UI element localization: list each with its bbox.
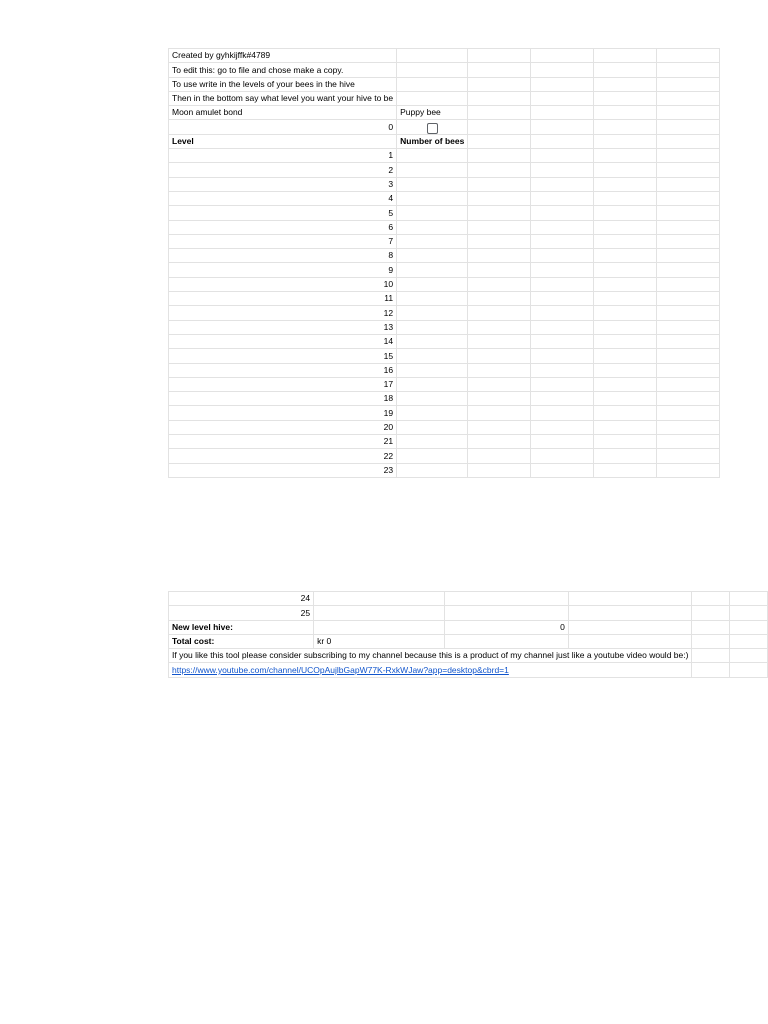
- cell[interactable]: [594, 77, 657, 91]
- cell[interactable]: [594, 177, 657, 191]
- cell[interactable]: [531, 306, 594, 320]
- bee-count-input[interactable]: [397, 392, 468, 406]
- level-number: 12: [169, 306, 397, 320]
- header-row: [169, 49, 720, 63]
- level-number: 16: [169, 363, 397, 377]
- subscribe-message-row: [169, 649, 768, 663]
- table-row: [169, 392, 720, 406]
- cell[interactable]: [657, 149, 720, 163]
- cell[interactable]: [397, 63, 468, 77]
- cell[interactable]: [531, 263, 594, 277]
- bee-count-input[interactable]: [397, 463, 468, 477]
- cell[interactable]: [445, 606, 569, 620]
- cell[interactable]: [657, 277, 720, 291]
- cell[interactable]: [531, 49, 594, 63]
- table-row: [169, 234, 720, 248]
- cell[interactable]: [531, 420, 594, 434]
- table-row: [169, 163, 720, 177]
- cell[interactable]: [531, 234, 594, 248]
- cell[interactable]: [468, 277, 531, 291]
- cell[interactable]: [594, 363, 657, 377]
- table-row: [169, 292, 720, 306]
- table-row: [169, 606, 768, 620]
- cell[interactable]: [594, 320, 657, 334]
- cell[interactable]: [531, 334, 594, 348]
- cell[interactable]: [531, 377, 594, 391]
- bee-count-input[interactable]: [397, 449, 468, 463]
- channel-link[interactable]: https://www.youtube.com/channel/UCOpAujlbGapW77K-RxkWJaw?app=desktop&cbrd=1: [172, 664, 509, 675]
- bee-count-input[interactable]: [397, 277, 468, 291]
- table-row: [169, 177, 720, 191]
- cell[interactable]: [657, 463, 720, 477]
- cell[interactable]: [730, 634, 768, 648]
- bee-count-input[interactable]: [397, 349, 468, 363]
- bee-count-input[interactable]: [397, 249, 468, 263]
- cell[interactable]: [468, 249, 531, 263]
- cell[interactable]: [657, 63, 720, 77]
- table-row: [169, 206, 720, 220]
- cell[interactable]: [531, 463, 594, 477]
- bee-count-input[interactable]: [397, 234, 468, 248]
- cell[interactable]: [445, 634, 569, 648]
- cell[interactable]: [657, 91, 720, 105]
- cell[interactable]: [730, 620, 768, 634]
- cell[interactable]: [657, 163, 720, 177]
- cell[interactable]: [397, 49, 468, 63]
- usage-instructions-text: To use write in the levels of your bees in the hive: [169, 77, 397, 91]
- cell[interactable]: [531, 249, 594, 263]
- level-number: 11: [169, 292, 397, 306]
- cell[interactable]: [657, 292, 720, 306]
- cell[interactable]: [531, 106, 594, 120]
- bee-count-input[interactable]: [314, 606, 445, 620]
- cell[interactable]: [468, 435, 531, 449]
- cell[interactable]: [531, 63, 594, 77]
- edit-instructions-text: To edit this: go to file and chose make a copy.: [169, 63, 397, 77]
- cell[interactable]: [468, 463, 531, 477]
- options-value-row: [169, 120, 720, 134]
- cell[interactable]: [397, 91, 468, 105]
- cell[interactable]: [468, 234, 531, 248]
- cell[interactable]: [594, 91, 657, 105]
- bee-count-input[interactable]: [397, 149, 468, 163]
- cell[interactable]: [531, 206, 594, 220]
- cell[interactable]: [468, 377, 531, 391]
- cell[interactable]: [468, 49, 531, 63]
- bees-column-header: Number of bees: [397, 134, 468, 148]
- level-number: 14: [169, 334, 397, 348]
- table-row: [169, 320, 720, 334]
- level-number: 17: [169, 377, 397, 391]
- bee-count-input[interactable]: [397, 334, 468, 348]
- cell[interactable]: [468, 106, 531, 120]
- bee-count-input[interactable]: [397, 206, 468, 220]
- cell[interactable]: [531, 363, 594, 377]
- cell[interactable]: [657, 320, 720, 334]
- cell[interactable]: [657, 220, 720, 234]
- table-row: [169, 377, 720, 391]
- credit-text: Created by gyhkijffk#4789: [169, 49, 397, 63]
- cell[interactable]: [531, 163, 594, 177]
- cell[interactable]: [397, 77, 468, 91]
- cell[interactable]: [468, 363, 531, 377]
- cell[interactable]: [594, 120, 657, 134]
- cell[interactable]: [531, 177, 594, 191]
- cell[interactable]: [692, 606, 730, 620]
- cell[interactable]: [468, 191, 531, 205]
- cell[interactable]: [657, 449, 720, 463]
- cell[interactable]: [468, 292, 531, 306]
- cell[interactable]: [594, 463, 657, 477]
- bee-count-input[interactable]: [397, 163, 468, 177]
- sheet-page-1: [168, 48, 720, 478]
- bee-count-input[interactable]: [314, 592, 445, 606]
- cell[interactable]: [531, 277, 594, 291]
- new-level-label: New level hive:: [169, 620, 314, 634]
- cell[interactable]: [531, 406, 594, 420]
- level-number: 6: [169, 220, 397, 234]
- cell[interactable]: [594, 306, 657, 320]
- cell[interactable]: [568, 620, 692, 634]
- header-row: [169, 63, 720, 77]
- cell[interactable]: [468, 120, 531, 134]
- cell[interactable]: [657, 377, 720, 391]
- table-row: [169, 306, 720, 320]
- cell[interactable]: [594, 63, 657, 77]
- cell[interactable]: [692, 592, 730, 606]
- cell[interactable]: [657, 363, 720, 377]
- table-row: [169, 277, 720, 291]
- level-number: 9: [169, 263, 397, 277]
- cell[interactable]: [594, 220, 657, 234]
- cell[interactable]: [594, 134, 657, 148]
- cell[interactable]: [531, 349, 594, 363]
- cell[interactable]: [531, 392, 594, 406]
- table-row: [169, 263, 720, 277]
- cell[interactable]: [468, 149, 531, 163]
- cell[interactable]: [531, 134, 594, 148]
- level-number: 10: [169, 277, 397, 291]
- subscribe-message: If you like this tool please consider subscribing to my channel because this is a product of my channel just like a youtube video would be:): [169, 649, 692, 663]
- cell[interactable]: [657, 249, 720, 263]
- bee-count-input[interactable]: [397, 177, 468, 191]
- cell[interactable]: [468, 320, 531, 334]
- bee-count-input[interactable]: [397, 406, 468, 420]
- cell[interactable]: [468, 77, 531, 91]
- cell[interactable]: [568, 592, 692, 606]
- cell[interactable]: [468, 334, 531, 348]
- cell[interactable]: [594, 249, 657, 263]
- bee-count-input[interactable]: [397, 306, 468, 320]
- cell[interactable]: [468, 349, 531, 363]
- bee-count-input[interactable]: [397, 220, 468, 234]
- table-row: [169, 191, 720, 205]
- cell[interactable]: [468, 306, 531, 320]
- cell[interactable]: [657, 206, 720, 220]
- cell[interactable]: [594, 206, 657, 220]
- cell[interactable]: [594, 377, 657, 391]
- new-level-row: [169, 620, 768, 634]
- level-number: 4: [169, 191, 397, 205]
- cell[interactable]: [531, 191, 594, 205]
- cell[interactable]: [468, 134, 531, 148]
- cell[interactable]: [657, 334, 720, 348]
- table-row: [169, 349, 720, 363]
- cell[interactable]: [730, 592, 768, 606]
- cell[interactable]: [594, 277, 657, 291]
- cell[interactable]: [468, 392, 531, 406]
- cell[interactable]: [657, 392, 720, 406]
- cell[interactable]: [594, 49, 657, 63]
- bee-count-input[interactable]: [397, 377, 468, 391]
- cell[interactable]: [531, 77, 594, 91]
- level-number: 7: [169, 234, 397, 248]
- bee-count-input[interactable]: [397, 435, 468, 449]
- cell[interactable]: [657, 77, 720, 91]
- cell[interactable]: [730, 606, 768, 620]
- puppy-bee-label: Puppy bee: [397, 106, 468, 120]
- new-level-value[interactable]: 0: [445, 620, 569, 634]
- table-header-row: [169, 134, 720, 148]
- cell[interactable]: [568, 606, 692, 620]
- table-row: [169, 363, 720, 377]
- cell[interactable]: [594, 406, 657, 420]
- cell[interactable]: [594, 334, 657, 348]
- cell[interactable]: [594, 149, 657, 163]
- cell[interactable]: [531, 120, 594, 134]
- cell[interactable]: [594, 292, 657, 306]
- cell[interactable]: [468, 263, 531, 277]
- cell[interactable]: [730, 649, 768, 663]
- bee-count-input[interactable]: [397, 292, 468, 306]
- cell[interactable]: [594, 392, 657, 406]
- channel-link-cell: [169, 663, 692, 677]
- cell[interactable]: [594, 263, 657, 277]
- level-number: 5: [169, 206, 397, 220]
- level-rows: [169, 592, 768, 621]
- level-number: 23: [169, 463, 397, 477]
- bee-count-input[interactable]: [397, 320, 468, 334]
- level-number: 3: [169, 177, 397, 191]
- level-number: 25: [169, 606, 314, 620]
- cell[interactable]: [657, 177, 720, 191]
- bee-count-input[interactable]: [397, 191, 468, 205]
- puppy-bee-checkbox[interactable]: [427, 123, 438, 134]
- level-number: 8: [169, 249, 397, 263]
- cell[interactable]: [531, 449, 594, 463]
- level-number: 20: [169, 420, 397, 434]
- cell[interactable]: [468, 206, 531, 220]
- cell[interactable]: [657, 191, 720, 205]
- level-number: 13: [169, 320, 397, 334]
- cell[interactable]: [657, 406, 720, 420]
- cell[interactable]: [594, 449, 657, 463]
- level-column-header: Level: [169, 134, 397, 148]
- cell[interactable]: [531, 149, 594, 163]
- cell[interactable]: [657, 120, 720, 134]
- cell[interactable]: [657, 134, 720, 148]
- target-level-instructions-text: Then in the bottom say what level you want your hive to be: [169, 91, 397, 105]
- level-number: 15: [169, 349, 397, 363]
- cell[interactable]: [657, 106, 720, 120]
- level-number: 21: [169, 435, 397, 449]
- cell[interactable]: [531, 435, 594, 449]
- cell[interactable]: [657, 263, 720, 277]
- level-number: 18: [169, 392, 397, 406]
- table-row: [169, 220, 720, 234]
- cell[interactable]: [468, 449, 531, 463]
- total-cost-value: kr 0: [314, 634, 445, 648]
- cell[interactable]: [594, 106, 657, 120]
- bee-count-input[interactable]: [397, 263, 468, 277]
- moon-amulet-value[interactable]: 0: [169, 120, 397, 134]
- cell[interactable]: [468, 220, 531, 234]
- cell[interactable]: [657, 306, 720, 320]
- total-cost-row: [169, 634, 768, 648]
- table-row: [169, 463, 720, 477]
- cell[interactable]: [692, 649, 730, 663]
- cell[interactable]: [531, 91, 594, 105]
- cell[interactable]: [531, 292, 594, 306]
- cell[interactable]: [692, 663, 730, 677]
- cell[interactable]: [531, 320, 594, 334]
- cell[interactable]: [657, 234, 720, 248]
- bee-count-input[interactable]: [397, 420, 468, 434]
- cell[interactable]: [314, 620, 445, 634]
- sheet-page-2: [168, 591, 768, 678]
- cell[interactable]: [468, 63, 531, 77]
- table-row: [169, 420, 720, 434]
- table-row: [169, 149, 720, 163]
- cell[interactable]: [445, 592, 569, 606]
- cell[interactable]: [657, 435, 720, 449]
- table-row: [169, 592, 768, 606]
- cell[interactable]: [531, 220, 594, 234]
- level-number: 1: [169, 149, 397, 163]
- cell[interactable]: [594, 163, 657, 177]
- table-row: [169, 249, 720, 263]
- table-row: [169, 435, 720, 449]
- cell[interactable]: [468, 420, 531, 434]
- table-row: [169, 449, 720, 463]
- total-cost-label: Total cost:: [169, 634, 314, 648]
- channel-link-row: [169, 663, 768, 677]
- bee-count-input[interactable]: [397, 363, 468, 377]
- cell[interactable]: [594, 349, 657, 363]
- level-number: 22: [169, 449, 397, 463]
- level-number: 2: [169, 163, 397, 177]
- cell[interactable]: [468, 406, 531, 420]
- cell[interactable]: [594, 420, 657, 434]
- cell[interactable]: [657, 420, 720, 434]
- level-number: 19: [169, 406, 397, 420]
- cell[interactable]: [468, 177, 531, 191]
- cell[interactable]: [468, 163, 531, 177]
- level-number: 24: [169, 592, 314, 606]
- cell[interactable]: [692, 634, 730, 648]
- cell[interactable]: [657, 349, 720, 363]
- header-row: [169, 77, 720, 91]
- moon-amulet-label: Moon amulet bond: [169, 106, 397, 120]
- cell[interactable]: [468, 91, 531, 105]
- cell[interactable]: [594, 435, 657, 449]
- puppy-bee-cell: [397, 120, 468, 134]
- table-row: [169, 334, 720, 348]
- cell[interactable]: [657, 49, 720, 63]
- options-label-row: [169, 106, 720, 120]
- level-rows: [169, 149, 720, 478]
- cell[interactable]: [594, 191, 657, 205]
- table-row: [169, 406, 720, 420]
- header-row: [169, 91, 720, 105]
- cell[interactable]: [692, 620, 730, 634]
- cell[interactable]: [730, 663, 768, 677]
- cell[interactable]: [568, 634, 692, 648]
- cell[interactable]: [594, 234, 657, 248]
